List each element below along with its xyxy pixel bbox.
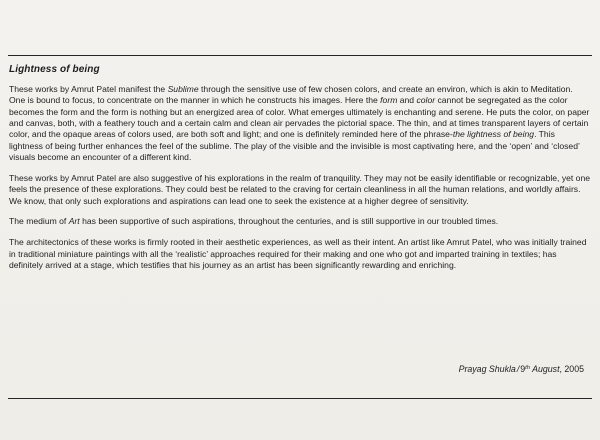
top-rule xyxy=(8,55,592,56)
signature-separator: / xyxy=(516,364,520,374)
essay-body xyxy=(9,84,591,271)
paragraph-1: These works by Amrut Patel manifest the Sublime through the sensitive use of few chosen colors, and create an environ, which is akin to Meditation. One is bound to focus, to concentrate on the manner in which he constructs his images. Here the form and color cannot be segregated as the color becomes the form and the form is nothing but an energized area of color. What emerges ultimately is enchanting and serene. He puts the color, on paper and canvas, both, with a feathery touch and a certain calm and clean air pervades the pictorial space. The thin, and at times transparent layers of certain color, and the opaque areas of colors used, are both soft and light; and one is definitely reminded here of the phrase-the lightness of being. This lightness of being further enhances the feel of the sublime. The play of the visible and the invisible is most captivating here, and the ‘open’ and ‘closed’ visuals become an encounter of a different kind. xyxy=(9,84,590,163)
emphasis-sublime: Sublime xyxy=(167,84,199,94)
bottom-rule xyxy=(8,398,592,399)
date-month: August xyxy=(532,364,560,374)
paragraph-4: The architectonics of these works is firmly rooted in their aesthetic experiences, as well as their intent. An artist like Amrut Patel, who was initially trained in traditional miniature paintings with all the ‘realistic’ approaches required for their making and one who got and imparted training in textiles; has definitely arrived at a stage, which testifies that his journey as an artist has been significantly rewarding and enriching. xyxy=(9,237,587,270)
author-name: Prayag Shukla xyxy=(458,364,516,374)
emphasis-form: form xyxy=(380,95,398,106)
date-year: , 2005 xyxy=(559,364,584,374)
emphasis-color: color xyxy=(416,95,436,106)
paragraph-3: The medium of Art has been supportive of such aspirations, throughout the centuries, and is still supportive in our troubled times. xyxy=(9,216,499,227)
emphasis-art: Art xyxy=(68,216,80,227)
date-day: 9 xyxy=(520,364,526,374)
signature-line xyxy=(459,364,584,374)
emphasis-lightness: the lightness of being xyxy=(452,129,535,140)
paragraph-2: These works by Amrut Patel are also suggestive of his explorations in the realm of tranquility. They may not be easily identifiable or recognizable, yet one feels the presence of these explorations. They could best be related to the craving for certain cleanliness in all the human relations, and worldly affairs. We know, that only such explorations and aspirations can lead one to seek the existence at a higher degree of sensitivity. xyxy=(9,172,591,206)
date-day-suffix: th xyxy=(525,365,531,371)
essay-title: Lightness of being xyxy=(9,64,100,75)
